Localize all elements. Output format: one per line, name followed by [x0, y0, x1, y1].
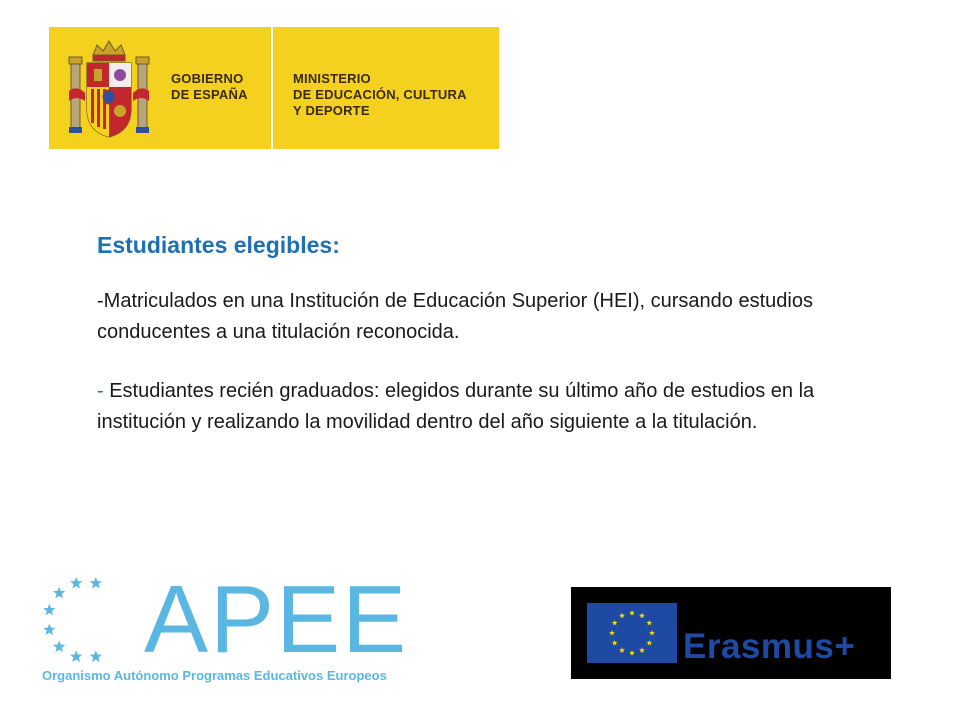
ministry-name-line: Y DEPORTE [293, 103, 370, 118]
government-banner [49, 27, 499, 149]
government-name-line: DE ESPAÑA [171, 87, 248, 102]
apee-logo-tagline: Organismo Autónomo Programas Educativos Europeos [42, 668, 387, 683]
coat-of-arms-icon [67, 37, 151, 141]
erasmus-plus-logo [571, 587, 891, 679]
star-icon [53, 640, 65, 652]
ministry-name-line: MINISTERIO [293, 71, 371, 86]
apee-logo-letters: APEE [144, 566, 409, 673]
government-name [171, 71, 248, 103]
star-icon [90, 650, 102, 662]
eligibility-paragraph-graduates [97, 376, 837, 438]
star-icon [53, 587, 65, 599]
eligibility-paragraph-enrolled: -Matriculados en una Institución de Educación Superior (HEI), cursando estudios conducentes a una titulación reconocida. [97, 290, 813, 343]
erasmus-plus-wordmark: Erasmus+ [683, 627, 856, 666]
star-icon [90, 577, 102, 589]
star-icon [43, 623, 55, 635]
ministry-name-line: DE EDUCACIÓN, CULTURA [293, 87, 467, 102]
star-icon [70, 577, 82, 589]
slide-content [97, 230, 837, 466]
star-icon [43, 604, 55, 616]
bullet-dash: - [97, 380, 110, 402]
ministry-name [293, 71, 467, 119]
eu-flag-icon [587, 603, 677, 663]
slide-heading: Estudiantes elegibles: [97, 232, 340, 258]
government-name-line: GOBIERNO [171, 71, 244, 86]
star-circle-icon [40, 575, 135, 665]
banner-divider [271, 27, 273, 149]
eligibility-paragraph-graduates-text: Estudiantes recién graduados: elegidos durante su último año de estudios en la institución y realizando la movilidad dentro del año siguiente a la titulación. [97, 380, 815, 433]
star-icon [70, 650, 82, 662]
apee-logo [40, 566, 420, 685]
